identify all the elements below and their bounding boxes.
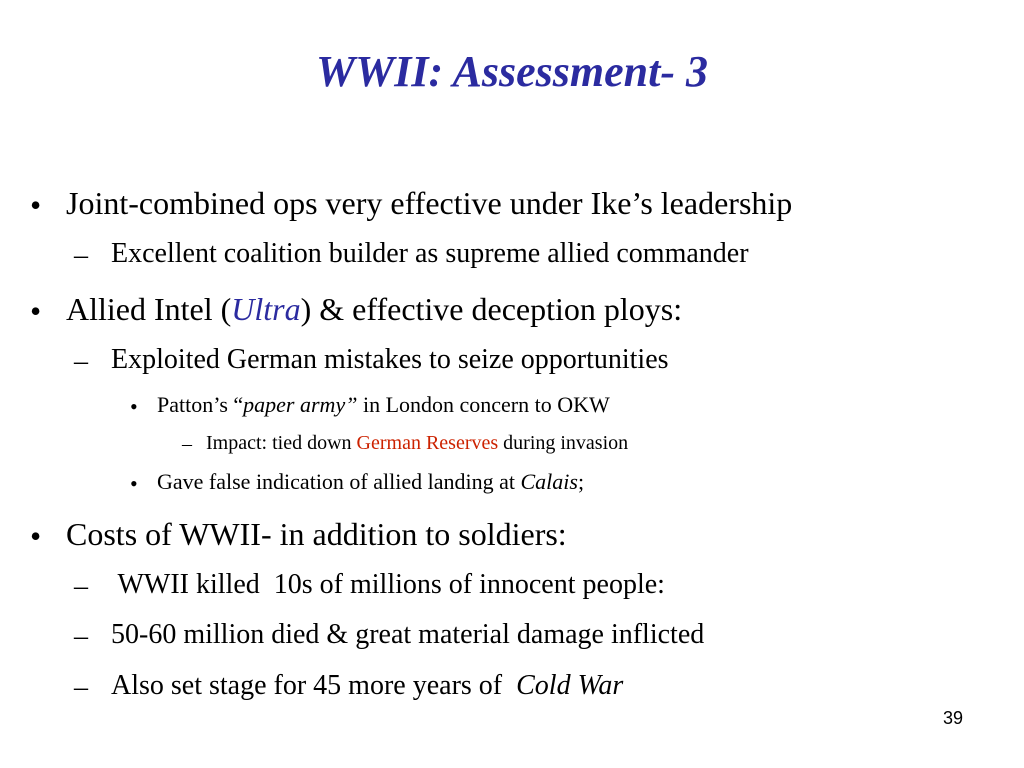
dash-marker: – xyxy=(182,433,192,455)
bullet-marker: • xyxy=(130,394,138,419)
sub-bullet-millions-killed: WWII killed 10s of millions of innocent people: xyxy=(111,569,665,600)
bullet-joint-combined-ops: Joint-combined ops very effective under Ike’s leadership xyxy=(66,185,793,221)
ultra-term: Ultra xyxy=(231,291,301,327)
german-reserves-term: German Reserves xyxy=(356,432,499,454)
paper-army-term: paper army” xyxy=(243,392,358,417)
bullet-marker: • xyxy=(30,187,42,223)
bullet-marker: • xyxy=(130,471,138,496)
impact-text-end: during invasion xyxy=(498,432,629,454)
bullet-allied-intel xyxy=(66,293,682,325)
calais-term: Calais xyxy=(520,469,578,494)
false-indication-text-start: Gave false indication of allied landing at xyxy=(157,469,521,494)
bullet-marker: • xyxy=(30,518,42,554)
bullet-costs-of-wwii: Costs of WWII- in addition to soldiers: xyxy=(66,516,567,552)
sub-sub-bullet-pattons-army xyxy=(157,394,610,416)
level4-impact xyxy=(206,433,628,453)
sub-bullet-coalition-builder: Excellent coalition builder as supreme allied commander xyxy=(111,238,749,269)
sub-bullet-exploited-mistakes: Exploited German mistakes to seize opportunities xyxy=(111,344,669,375)
patton-text-start: Patton’s “ xyxy=(157,392,244,417)
sub-bullet-material-damage: 50-60 million died & great material damage inflicted xyxy=(111,619,705,650)
dash-marker: – xyxy=(74,346,88,377)
cold-war-term: Cold War xyxy=(516,670,624,701)
allied-intel-text-end: ) & effective deception ploys: xyxy=(300,291,683,327)
page-number: 39 xyxy=(942,708,963,728)
dash-marker: – xyxy=(74,571,88,602)
patton-text-end: in London concern to OKW xyxy=(357,392,610,417)
sub-bullet-cold-war xyxy=(111,672,623,700)
slide-title: WWII: Assessment- 3 xyxy=(316,47,708,96)
impact-text-start: Impact: tied down xyxy=(206,432,357,454)
dash-marker: – xyxy=(74,621,88,652)
bullet-marker: • xyxy=(30,293,42,329)
false-indication-text-end: ; xyxy=(577,469,585,494)
dash-marker: – xyxy=(74,240,88,271)
dash-marker: – xyxy=(74,672,88,703)
sub-sub-bullet-false-indication xyxy=(157,471,584,493)
cold-war-text-start: Also set stage for 45 more years of xyxy=(111,670,517,701)
allied-intel-text-start: Allied Intel ( xyxy=(66,291,232,327)
